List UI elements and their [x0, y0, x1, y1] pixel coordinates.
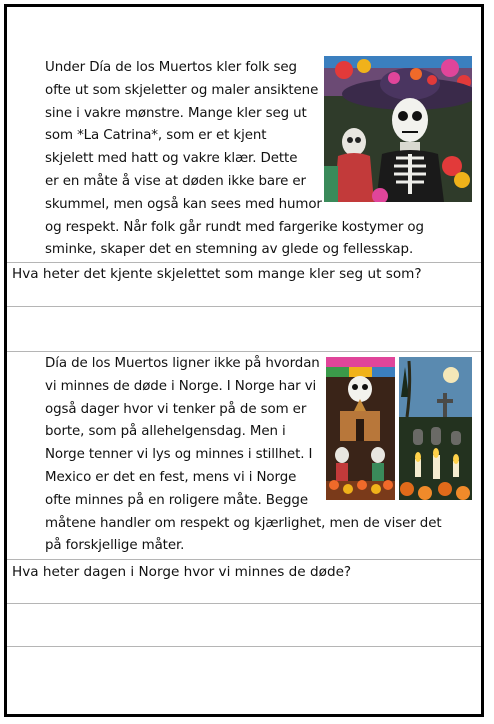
text-line: ofte ut som skjeletter og maler ansiktene — [45, 82, 319, 98]
text-line: skummel, men også kan sees med humor — [45, 196, 322, 212]
answer-line — [7, 351, 481, 352]
divider — [7, 262, 481, 263]
answer-line — [7, 603, 481, 604]
text-line: sminke, skaper det en stemning av glede og fellesskap. — [45, 242, 414, 258]
text-line: Norge tenner vi lys og minnes i stillhet. I — [45, 447, 313, 463]
text-line: som *La Catrina*, som er et kjent — [45, 128, 267, 144]
text-line: Día de los Muertos ligner ikke på hvordan — [45, 356, 320, 371]
text-line: Under Día de los Muertos kler folk seg — [45, 60, 297, 75]
text-line: skjelett med hatt og vakre klær. Dette — [45, 151, 298, 167]
text-line: ofte minnes på en roligere måte. Begge — [45, 492, 308, 508]
answer-line — [7, 646, 481, 647]
text-line: også dager hvor vi tenker på de som er — [45, 401, 307, 417]
question-2: Hva heter dagen i Norge hvor vi minnes de døde? — [12, 564, 352, 580]
text-line: borte, som på allehelgensdag. Men i — [45, 424, 286, 440]
text-line: og respekt. Når folk går rundt med fargerike kostymer og — [45, 219, 424, 235]
norway-cemetery-image — [399, 357, 472, 500]
text-line: Mexico er det en fest, mens vi i Norge — [45, 469, 297, 485]
question-1: Hva heter det kjente skjelettet som mange kler seg ut som? — [12, 266, 422, 282]
catrina-image — [324, 56, 472, 202]
text-line: måtene handler om respekt og kjærlighet, men de viser det — [45, 515, 442, 531]
text-line: sine i vakre mønstre. Mange kler seg ut — [45, 105, 307, 121]
text-line: er en måte å vise at døden ikke bare er — [45, 173, 306, 189]
divider — [7, 559, 481, 560]
mexico-altar-image — [326, 357, 395, 500]
text-line: på forskjellige måter. — [45, 538, 185, 554]
divider — [7, 306, 481, 307]
text-line: vi minnes de døde i Norge. I Norge har vi — [45, 378, 317, 394]
